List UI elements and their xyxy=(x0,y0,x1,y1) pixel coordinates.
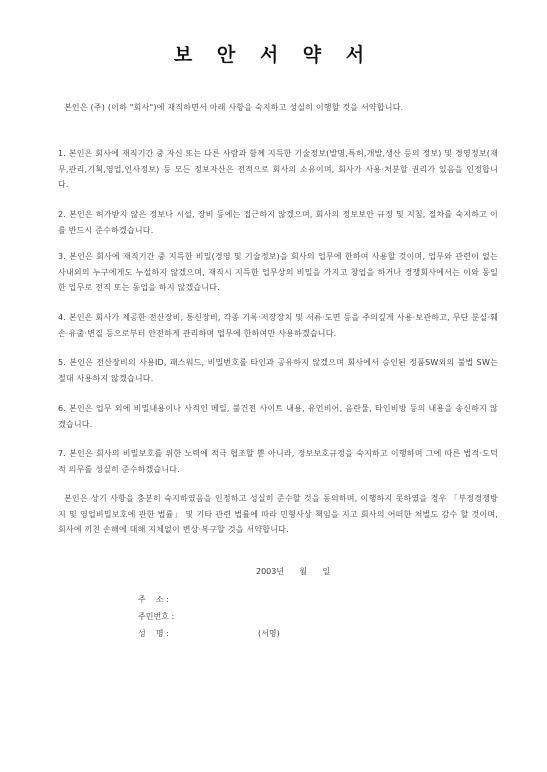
name-row xyxy=(138,628,184,639)
id-number-row xyxy=(138,611,184,622)
clause-3: 3. 본인은 회사에 재직기간 중 지득한 비밀(경영 및 기술정보)을 회사의 업무에 한하여 사용할 것이며, 업무와 관련이 없는 사내외의 누구에게도 누설하지 않겠으며, 재직시 지득한 업무상의 비밀을 가지고 창업을 하거나 경쟁회사에서는 이와 동일한 업무로 전직 또는 동업을 하지 않겠습니다. xyxy=(58,252,498,292)
address-row xyxy=(138,594,184,605)
clause-6: 6. 본인은 업무 외에 비밀내용이나 사적인 메일, 불건전 사이트 내용, 유언비어, 음란물, 타인비방 등의 내용을 송신하지 않겠습니다. xyxy=(58,404,498,429)
document-title: 보 안 서 약 서 xyxy=(173,44,374,66)
closing-paragraph: 본인은 상기 사항을 충분히 숙지하였음을 인정하고 성실히 준수할 것을 동의하며, 이행하지 못하였을 경우 「부정경쟁방지 및 영업비밀보호에 관한 법률」 및 기타 관련 법률에 따라 민형사상 책임을 지고 회사의 어떠한 처벌도 감수 할 것이며, 회사에 끼친 손해에 대해 지체없이 변상·복구할 것을 서약합니다. xyxy=(58,494,498,534)
clause-5: 5. 본인은 전산장비의 사용ID, 패스워드, 비밀번호를 타인과 공유하지 않겠으며 회사에서 승인된 정품SW외의 불법 SW는 절대 사용하지 않겠습니다. xyxy=(58,358,498,383)
clause-2: 2. 본인은 허가받지 않은 정보나 시설, 장비 등에는 접근하지 않겠으며, 회사의 정보보안 규정 및 지침, 절차를 숙지하고 이를 반드시 준수하겠습니다. xyxy=(58,210,498,235)
address-label: 주 소 : xyxy=(138,595,169,604)
clause-7: 7. 본인은 회사의 비밀보호를 위한 노력에 적극 협조할 뿐 아니라, 정보보호규정을 숙지하고 이행하며 그에 따른 법적·도덕적 의무를 성실히 준수하겠습니다. xyxy=(58,449,498,474)
clause-4: 4. 본인은 회사가 제공한 전산장비, 통신장비, 각종 기록·저장장치 및 서류·도면 등을 주의깊게 사용·보관하고, 무단 분실·훼손·유출·변질 등으로부터 안전하게 관리하며 업무에 한하여만 사용하겠습니다. xyxy=(58,313,498,338)
date-line: 2003년 월 일 xyxy=(256,567,331,576)
intro-paragraph: 본인은 (주) (이하 "회사")에 재직하면서 아래 사항을 숙지하고 성실히 이행할 것을 서약합니다. xyxy=(64,103,404,112)
id-number-label: 주민번호 : xyxy=(138,612,175,621)
signature-seal: (서명) xyxy=(258,629,280,638)
clause-1: 1. 본인은 회사에 재직기간 중 자신 또는 다른 사람과 함께 지득한 기술정보(발명,특허,개발,생산 등의 정보) 및 경영정보(재무,관리,기획,영업,인사정보) 등 모든 정보자산은 전적으로 회사의 소유이며, 회사가 사용·처분할 권리가 있음을 인정합니다. xyxy=(58,149,498,189)
name-label: 성 명 : xyxy=(138,629,169,638)
